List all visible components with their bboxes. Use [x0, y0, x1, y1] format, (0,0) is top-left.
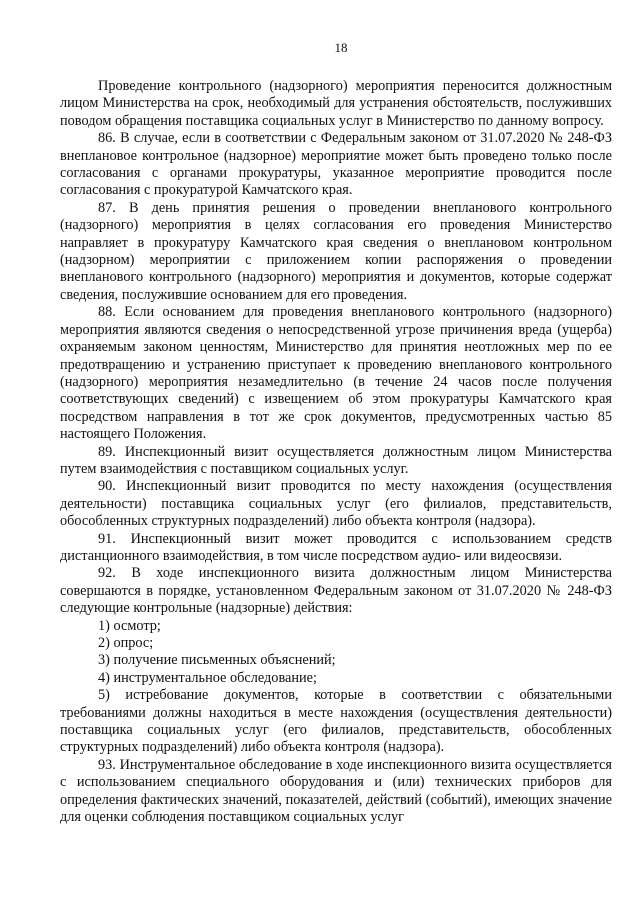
document-body: [60, 78, 612, 826]
list-item: 1) осмотр;: [98, 617, 161, 634]
paragraph: 88. Если основанием для проведения внепланового контрольного (надзорного) мероприятия являются сведения о непосредственной угрозе причинения вреда (ущерба) охраняемым законом ценностям, Министерство для принятия неотложных мер по ее предотвращению и устранению приступает к проведению внепланового контрольного (надзорного) мероприятия незамедлительно (в течение 24 часов после получения соответствующих сведений) с извещением об этом прокуратуры Камчатского края посредством направления в тот же срок документов, предусмотренных частью 85 настоящего Положения.: [60, 304, 612, 443]
page-number: 18: [334, 40, 348, 55]
paragraph: 91. Инспекционный визит может проводится с использованием средств дистанционного взаимодействия, в том числе посредством аудио- или видеосвязи.: [60, 530, 612, 564]
list-item: 2) опрос;: [98, 635, 154, 651]
paragraph: 90. Инспекционный визит проводится по месту нахождения (осуществления деятельности) поставщика социальных услуг (его филиалов, представительств, обособленных структурных подразделений) либо объекта контроля (надзора).: [60, 478, 612, 530]
paragraph: 87. В день принятия решения о проведении внепланового контрольного (надзорного) мероприятия в целях согласования его проведения Министерство направляет в прокуратуру Камчатского края сведения о внеплановом контрольном (надзорном) мероприятии с приложением копии распоряжения о проведении внепланового контрольного (надзорного) мероприятия и документов, которые содержат сведения, послужившие основанием для его проведения.: [60, 199, 612, 303]
paragraph: 5) истребование документов, которые в соответствии с обязательными требованиями должны находиться в месте нахождения (осуществления деятельности) поставщика социальных услуг (его филиалов, представительств, обособленных структурных подразделений) либо объекта контроля (надзора).: [60, 687, 612, 756]
paragraph: 86. В случае, если в соответствии с Федеральным законом от 31.07.2020 № 248-ФЗ внеплановое контрольное (надзорное) мероприятие может быть проведено только после согласования с органами прокуратуры, указанное мероприятие проводится после согласования с прокуратурой Камчатского края.: [60, 130, 612, 199]
paragraph: 93. Инструментальное обследование в ходе инспекционного визита осуществляется с использованием специального оборудования и (или) технических приборов для определения фактических значений, показателей, действий (событий), имеющих значение для оценки соблюдения поставщиком социальных услуг: [60, 756, 612, 826]
list-item: 3) получение письменных объяснений;: [98, 652, 336, 669]
paragraph: 92. В ходе инспекционного визита должностным лицом Министерства совершаются в порядке, установленном Федеральным законом от 31.07.2020 № 248-ФЗ следующие контрольные (надзорные) действия:: [60, 565, 612, 617]
list-item: 4) инструментальное обследование;: [98, 669, 317, 686]
paragraph: 89. Инспекционный визит осуществляется должностным лицом Министерства путем взаимодействия с поставщиком социальных услуг.: [60, 443, 612, 477]
paragraph: Проведение контрольного (надзорного) мероприятия переносится должностным лицом Министерства на срок, необходимый для устранения обстоятельств, послуживших поводом обращения поставщика социальных услуг в Министерство по данному вопросу.: [60, 78, 612, 129]
